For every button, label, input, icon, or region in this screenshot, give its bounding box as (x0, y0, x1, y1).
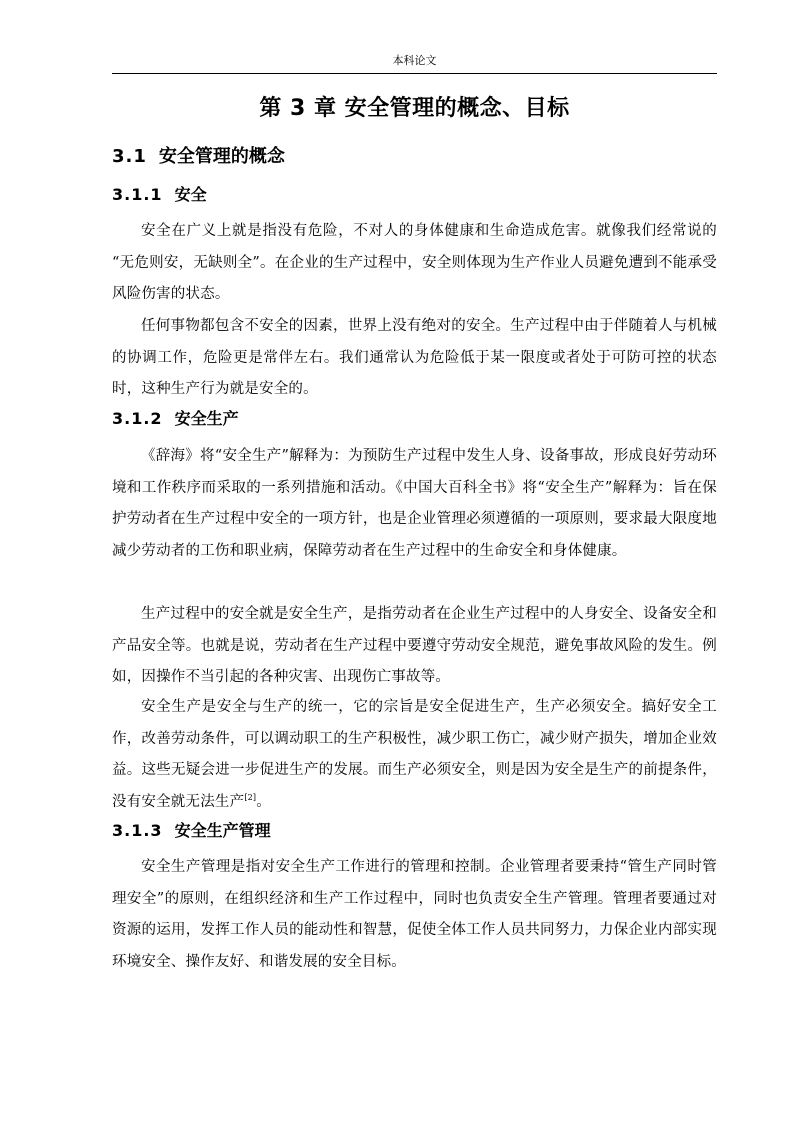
subsection-heading-3-1-3 (112, 819, 271, 843)
paragraph: 任何事物都包含不安全的因素，世界上没有绝对的安全。生产过程中由于伴随着人与机械的协调工作，危险更是常伴左右。我们通常认为危险低于某一限度或者处于可防可控的状态时，这种生产行为就是安全的。 (112, 318, 717, 397)
subsection-number: 3.1.2 (112, 409, 163, 428)
subsection-title: 安全生产 (174, 409, 239, 428)
page-header: 本科论文 (392, 54, 437, 67)
section-title: 安全管理的概念 (158, 146, 285, 167)
section-heading-3-1 (112, 144, 285, 170)
paragraph-end: 。 (256, 793, 271, 810)
subsection-heading-3-1-1 (112, 183, 207, 207)
subsection-number: 3.1.1 (112, 185, 163, 204)
section-number: 3.1 (112, 146, 147, 167)
subsection-title: 安全生产管理 (174, 821, 271, 840)
paragraph: 安全在广义上就是指没有危险，不对人的身体健康和生命造成危害。就像我们经常说的 “无危则安，无缺则全”。在企业的生产过程中，安全则体现为生产作业人员避免遭到不能承受风险伤害的状态。 (112, 223, 717, 302)
paragraph: 《辞海》将“安全生产”解释为：为预防生产过程中发生人身、设备事故，形成良好劳动环境和工作秩序而采取的一系列措施和活动。《中国大百科全书》将“安全生产”解释为：旨在保护劳动者在生产过程中安全的一项方针，也是企业管理必须遵循的一项原则，要求最大限度地减少劳动者的工伤和职业病，保障劳动者在生产过程中的生命安全和身体健康。 (112, 448, 717, 559)
subsection-heading-3-1-2 (112, 407, 239, 431)
paragraph: 生产过程中的安全就是安全生产，是指劳动者在企业生产过程中的人身安全、设备安全和产品安全等。也就是说，劳动者在生产过程中要遵守劳动安全规范，避免事故风险的发生。例如，因操作不当引起的各种灾害、出现伤亡事故等。 (112, 606, 717, 685)
citation-reference[interactable]: [2] (244, 792, 257, 802)
paragraph: 安全生产管理是指对安全生产工作进行的管理和控制。企业管理者要秉持“管生产同时管理安全”的原则，在组织经济和生产工作过程中，同时也负责安全生产管理。管理者要通过对资源的运用，发挥工作人员的能动性和智慧，促使全体工作人员共同努力，力保企业内部实现环境安全、操作友好、和谐发展的安全目标。 (112, 859, 717, 970)
chapter-title: 第 3 章 安全管理的概念、目标 (259, 96, 570, 121)
header-divider (112, 73, 717, 74)
subsection-number: 3.1.3 (112, 821, 163, 840)
paragraph-text: 安全生产是安全与生产的统一，它的宗旨是安全促进生产，生产必须安全。搞好安全工作，改善劳动条件，可以调动职工的生产积极性，减少职工伤亡，减少财产损失，增加企业效益。这些无疑会进一步促进生产的发展。而生产必须安全，则是因为安全是生产的前提条件，没有安全就无法生产 (112, 699, 717, 810)
paragraph-with-citation (112, 692, 717, 818)
subsection-title: 安全 (174, 185, 207, 204)
